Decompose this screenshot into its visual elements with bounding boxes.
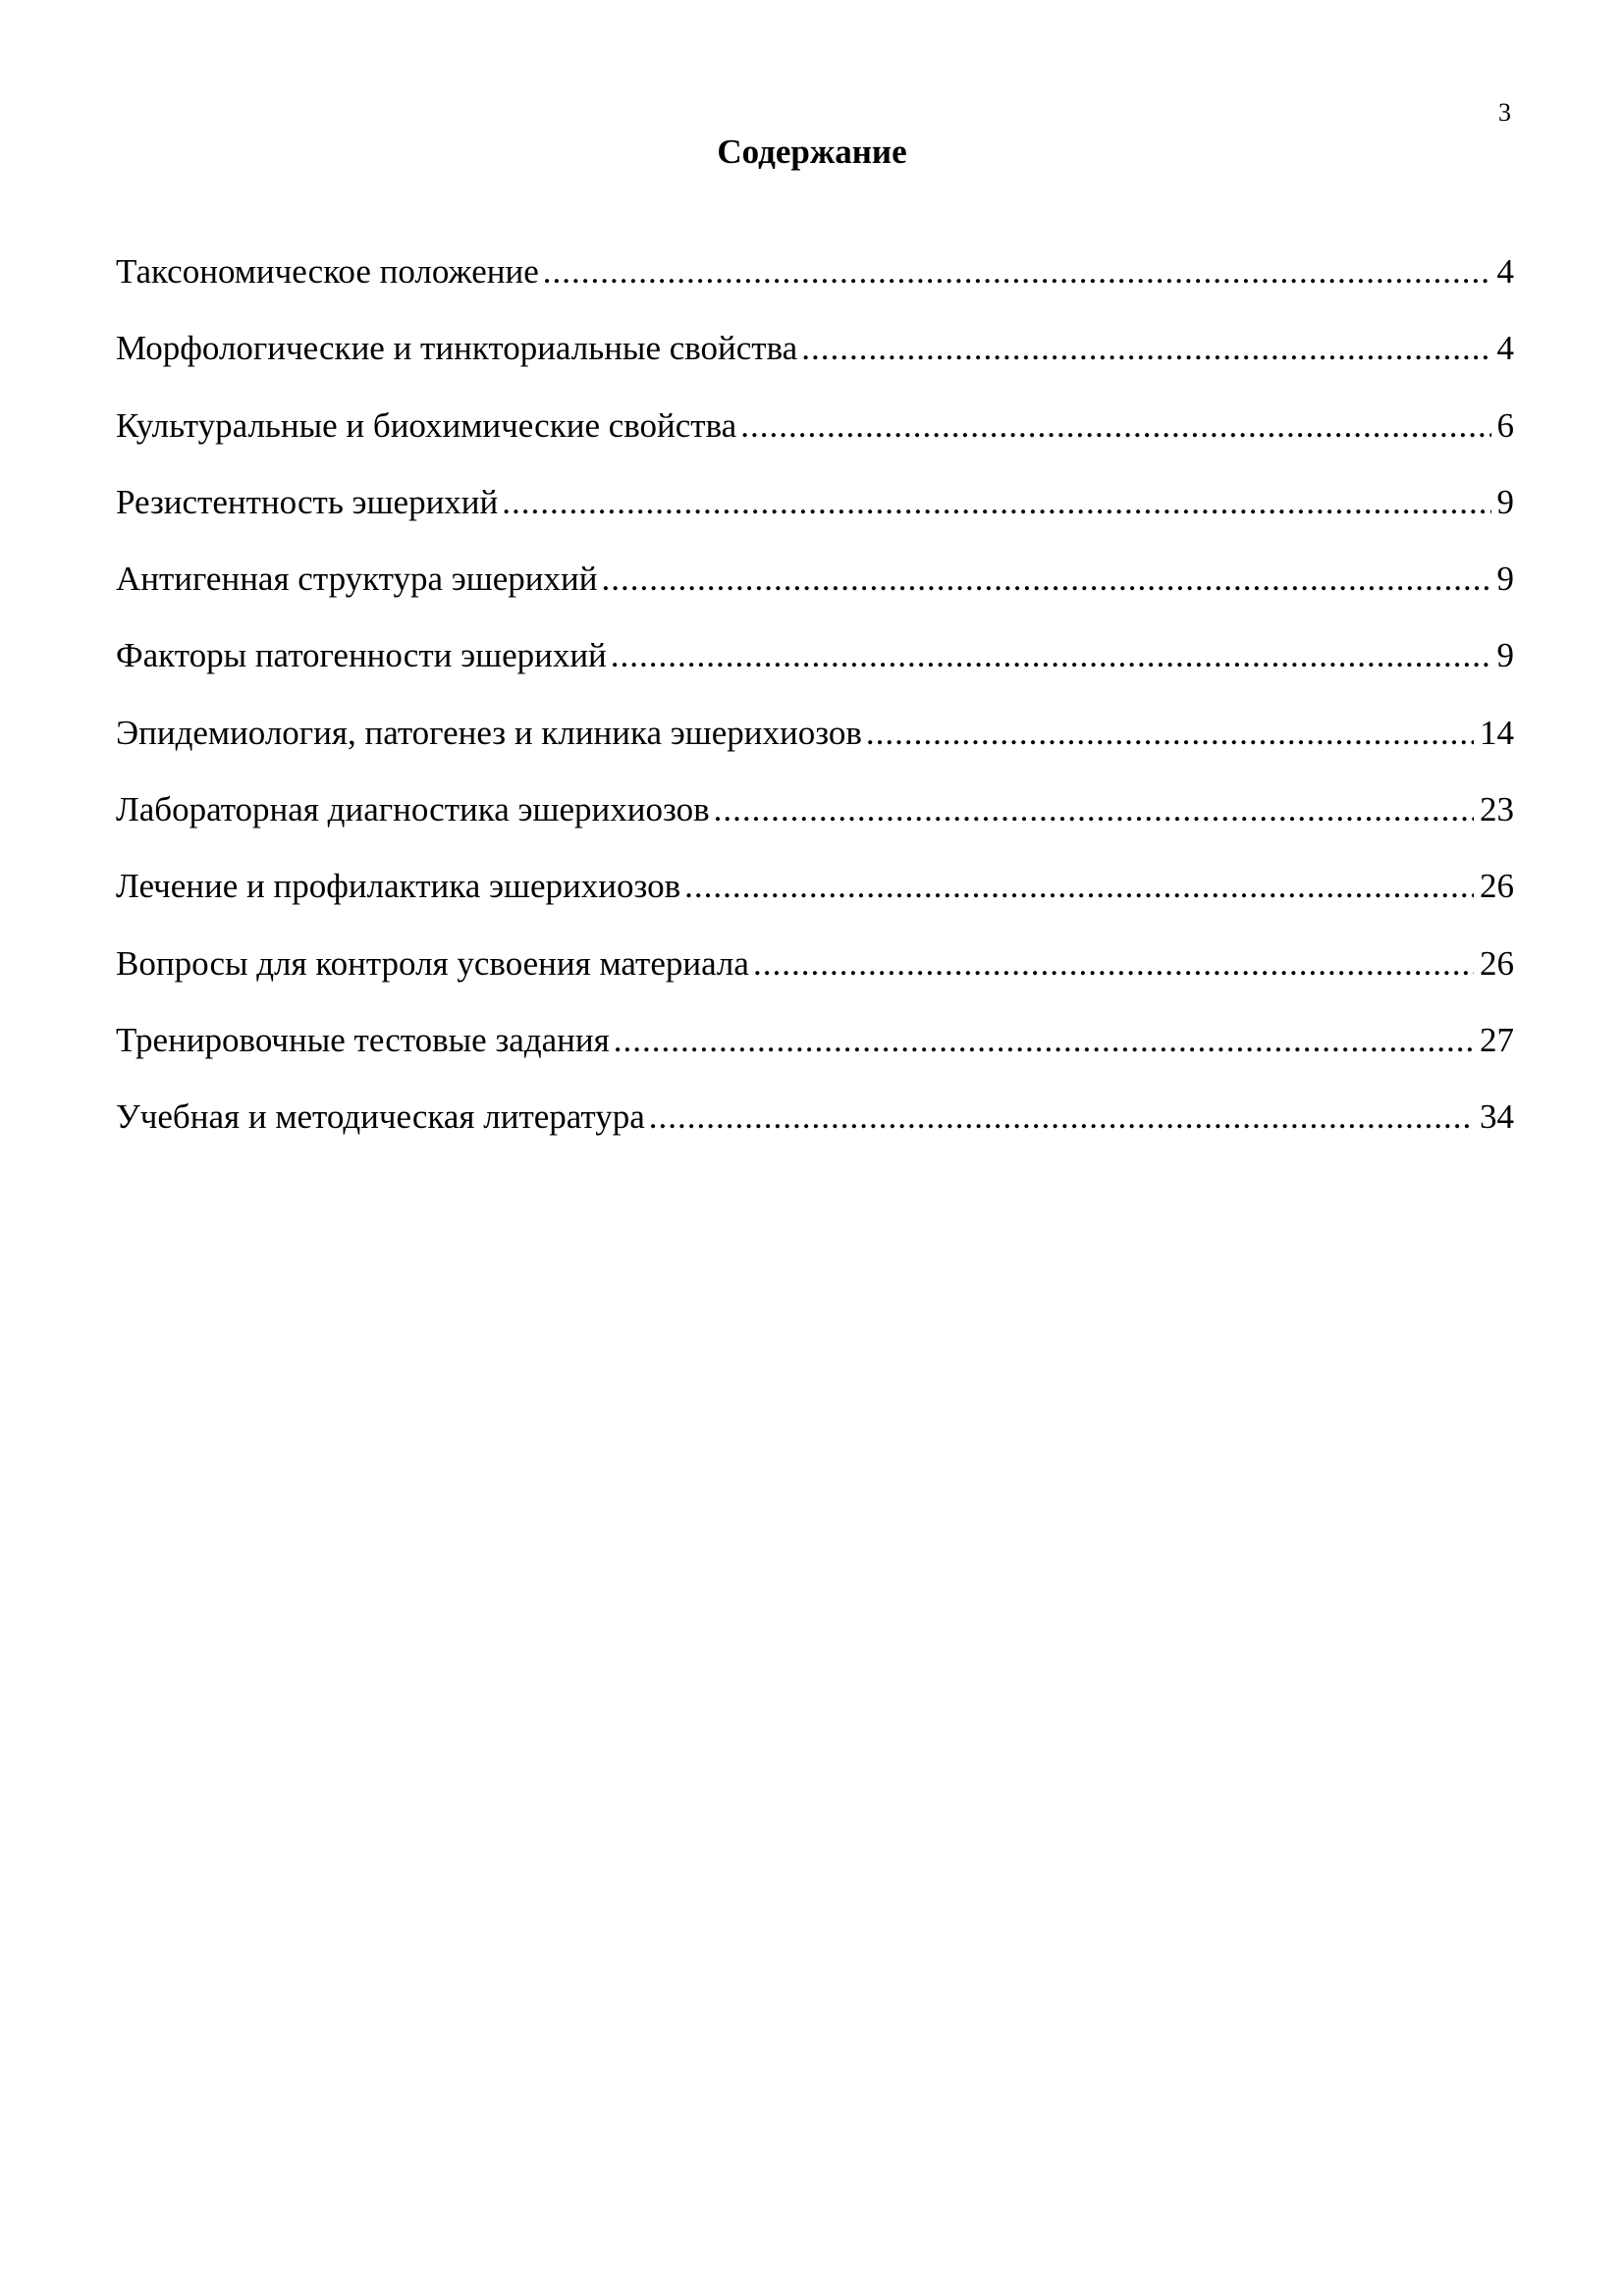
toc-entry-page: 6 (1496, 405, 1514, 445)
toc-entry-page: 9 (1496, 560, 1514, 599)
toc-entry[interactable] (116, 712, 1514, 788)
toc-dot-leader (714, 788, 1474, 831)
toc-dot-leader (611, 634, 1491, 677)
toc-entry-page: 27 (1480, 1020, 1514, 1059)
toc-dot-leader (502, 481, 1490, 524)
toc-entry-title: Эпидемиология, патогенез и клиника эшерихиозов (116, 713, 862, 752)
toc-dot-leader (649, 1095, 1474, 1139)
toc-entry-page: 26 (1480, 943, 1514, 983)
toc-entry-page: 26 (1480, 867, 1514, 906)
toc-entry-title: Лечение и профилактика эшерихиозов (116, 867, 681, 906)
toc-entry-title: Вопросы для контроля усвоения материала (116, 943, 749, 983)
toc-entry[interactable] (116, 404, 1514, 481)
toc-entry-page: 9 (1496, 636, 1514, 675)
toc-entry-page: 23 (1480, 790, 1514, 829)
page-title: Содержание (717, 133, 907, 171)
toc-dot-leader (866, 712, 1474, 755)
toc-entry-title: Морфологические и тинкториальные свойства (116, 329, 798, 368)
toc-dot-leader (614, 1019, 1474, 1062)
toc-entry[interactable] (116, 558, 1514, 634)
toc-entry[interactable] (116, 250, 1514, 327)
toc-entry-title: Таксономическое положение (116, 252, 539, 291)
toc-entry-page: 9 (1496, 482, 1514, 521)
toc-entry-page: 34 (1480, 1097, 1514, 1137)
toc-entry-title: Резистентность эшерихий (116, 482, 499, 521)
toc-entry-title: Учебная и методическая литература (116, 1097, 645, 1137)
toc-dot-leader (601, 558, 1490, 601)
toc-dot-leader (740, 404, 1490, 448)
toc-entry[interactable] (116, 327, 1514, 403)
toc-entry-title: Культуральные и биохимические свойства (116, 405, 737, 445)
toc-entry[interactable] (116, 1095, 1514, 1172)
toc-dot-leader (801, 327, 1490, 370)
toc-entry-title: Факторы патогенности эшерихий (116, 636, 607, 675)
page-number: 3 (1498, 98, 1511, 127)
toc-entry-title: Лабораторная диагностика эшерихиозов (116, 790, 710, 829)
toc-entry[interactable] (116, 634, 1514, 711)
toc-entry-title: Антигенная структура эшерихий (116, 560, 598, 599)
toc-entry-page: 4 (1496, 329, 1514, 368)
toc-entry-page: 14 (1480, 713, 1514, 752)
toc-entry[interactable] (116, 481, 1514, 558)
toc-entry[interactable] (116, 788, 1514, 865)
toc-entry[interactable] (116, 1019, 1514, 1095)
toc-dot-leader (684, 865, 1474, 908)
toc-entry-page: 4 (1496, 252, 1514, 291)
toc-entry[interactable] (116, 865, 1514, 941)
toc-entry-title: Тренировочные тестовые задания (116, 1020, 610, 1059)
toc-dot-leader (543, 250, 1491, 294)
toc-entry[interactable] (116, 942, 1514, 1019)
toc-dot-leader (753, 942, 1474, 986)
table-of-contents (116, 250, 1514, 1173)
